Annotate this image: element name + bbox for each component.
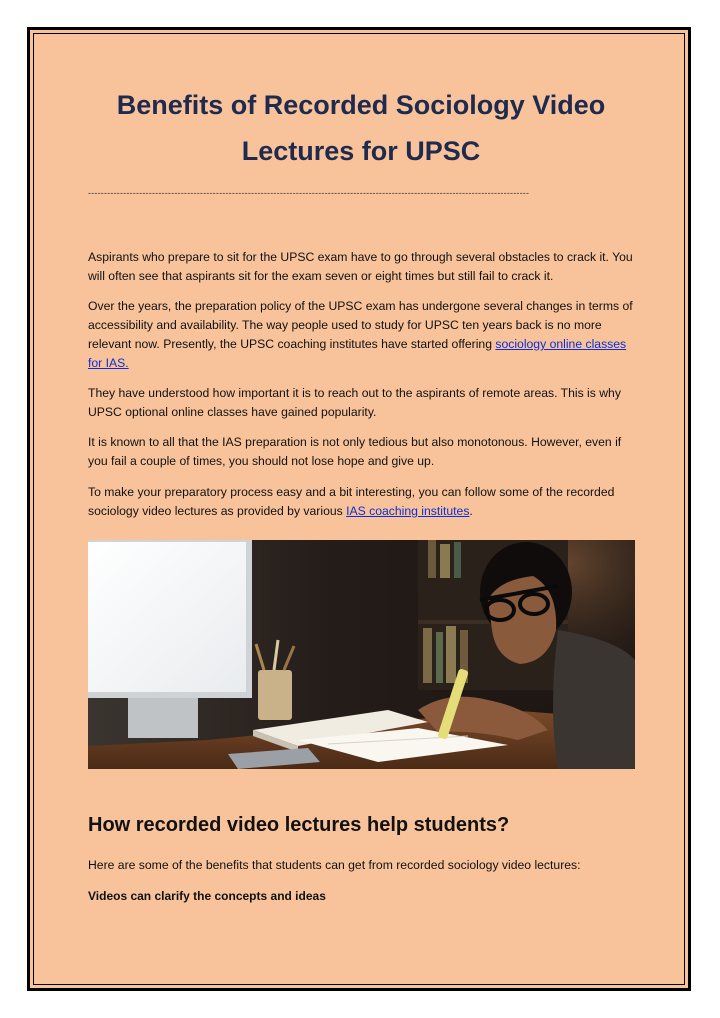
paragraph-preparation-policy bbox=[88, 297, 636, 373]
section-intro: Here are some of the benefits that students can get from recorded sociology video lectures: bbox=[88, 858, 581, 872]
paragraph-end: . bbox=[469, 504, 473, 518]
paragraph-intro: Aspirants who prepare to sit for the UPSC exam have to go through several obstacles to crack it. You will often see that aspirants sit for the exam seven or eight times but still fail to crack it. bbox=[88, 250, 633, 283]
ias-coaching-institutes-link[interactable]: IAS coaching institutes bbox=[346, 504, 470, 518]
paragraph-text: Over the years, the preparation policy of the UPSC exam has undergone several changes in terms of accessibility and availability. The way people used to study for UPSC ten years back is no more relevant now. Presently, the UPSC coaching institutes have started offering bbox=[88, 299, 633, 351]
paragraph-remote-aspirants: They have understood how important it is to reach out to the aspirants of remote areas. This is why UPSC optional online classes have gained popularity. bbox=[88, 386, 621, 419]
student-studying-photo bbox=[88, 540, 635, 769]
sociology-online-classes-link[interactable]: sociology online classes for IAS. bbox=[88, 337, 627, 370]
subheading-videos-clarify: Videos can clarify the concepts and ideas bbox=[88, 889, 326, 903]
student-studying-illustration bbox=[88, 540, 635, 769]
paragraph-recorded-lectures bbox=[88, 483, 636, 521]
paragraph-text: To make your preparatory process easy and a bit interesting, you can follow some of the recorded sociology video lectures as provided by various bbox=[88, 485, 615, 518]
document-title: Benefits of Recorded Sociology Video Lectures for UPSC bbox=[116, 90, 606, 166]
section-heading: How recorded video lectures help students? bbox=[88, 814, 510, 836]
title-divider: ------------------------------------------------------------------------------------------------------------------------------------------ bbox=[88, 188, 530, 198]
paragraph-tedious-preparation: It is known to all that the IAS preparation is not only tedious but also monotonous. However, even if you fail a couple of times, you should not lose hope and give up. bbox=[88, 435, 622, 468]
